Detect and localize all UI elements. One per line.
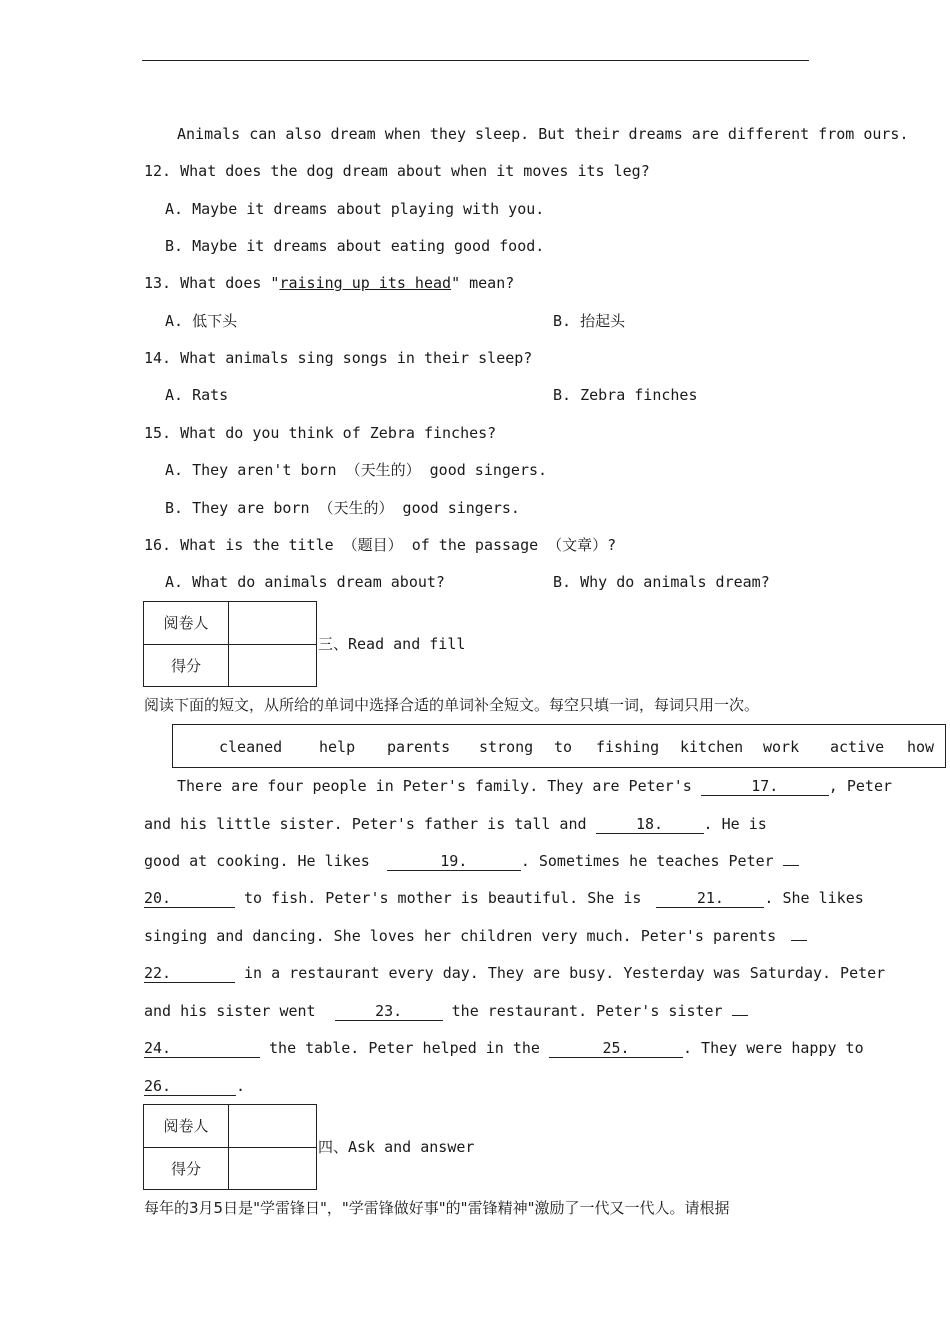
section-4-instruction: 每年的3月5日是"学雷锋日"，"学雷锋做好事"的"雷锋精神"激励了一代又一代人。请根据 (144, 1199, 730, 1217)
passage-line-9 (144, 1076, 245, 1096)
option-13a: A. 低下头 (165, 312, 238, 330)
option-12a: A. Maybe it dreams about playing with you. (165, 200, 545, 218)
option-14a: A. Rats (165, 386, 229, 404)
score-table-4 (143, 1104, 317, 1190)
blank-25[interactable]: 25. (549, 1039, 683, 1058)
option-16a: A. What do animals dream about? (165, 573, 445, 591)
blank-22-lead (791, 940, 807, 941)
word-bank (172, 724, 946, 768)
question-13-suffix: " mean? (451, 274, 515, 292)
section-3-instruction: 阅读下面的短文，从所给的单词中选择合适的单词补全短文。每空只填一词，每词只用一次。 (144, 696, 760, 714)
passage-line-7 (144, 1001, 748, 1021)
passage-text: in a restaurant every day. They are busy. Yesterday was Saturday. Peter (244, 964, 886, 982)
blank-19[interactable]: 19. (387, 852, 521, 871)
option-12b: B. Maybe it dreams about eating good food. (165, 237, 545, 255)
passage-text: , Peter (828, 777, 893, 795)
intro-line: Animals can also dream when they sleep. But their dreams are different from ours. (177, 125, 909, 143)
reviewer-label: 阅卷人 (144, 1105, 229, 1147)
word-bank-item: cleaned (219, 738, 283, 756)
word-bank-item: how (907, 738, 935, 756)
score-label: 得分 (144, 1148, 229, 1190)
passage-text: and his sister went (144, 1002, 316, 1020)
passage-text: the table. Peter helped in the (269, 1039, 540, 1057)
passage-text: . (236, 1077, 246, 1095)
passage-text: to fish. Peter's mother is beautiful. She is (244, 889, 642, 907)
blank-20-lead (783, 865, 799, 866)
blank-21[interactable]: 21. (656, 889, 764, 908)
option-13b: B. 抬起头 (553, 312, 626, 330)
blank-18[interactable]: 18. (596, 815, 704, 834)
word-bank-item: to (554, 738, 573, 756)
passage-line-4 (144, 888, 864, 908)
word-bank-item: kitchen (680, 738, 744, 756)
question-12: 12. What does the dog dream about when it moves its leg? (144, 162, 650, 180)
passage-text: good at cooking. He likes (144, 852, 370, 870)
option-15b: B. They are born （天生的） good singers. (165, 499, 520, 517)
option-14b: B. Zebra finches (553, 386, 698, 404)
passage-line-1 (177, 776, 892, 796)
passage-text: . Sometimes he teaches Peter (520, 852, 774, 870)
word-bank-item: parents (387, 738, 451, 756)
word-bank-item: help (319, 738, 356, 756)
passage-line-6 (144, 963, 885, 983)
passage-line-2 (144, 814, 767, 834)
passage-text: There are four people in Peter's family. They are Peter's (177, 777, 692, 795)
blank-24-lead (732, 1015, 748, 1016)
passage-line-8 (144, 1038, 864, 1058)
question-13 (144, 273, 514, 293)
word-bank-item: work (763, 738, 800, 756)
blank-17[interactable]: 17. (701, 777, 829, 796)
word-bank-item: strong (479, 738, 534, 756)
section-3-title: 三、Read and fill (318, 635, 466, 653)
reviewer-label: 阅卷人 (144, 602, 229, 644)
blank-23[interactable]: 23. (335, 1002, 443, 1021)
question-13-prefix: 13. What does " (144, 274, 280, 292)
passage-text: . They were happy to (683, 1039, 864, 1057)
passage-line-3 (144, 851, 799, 871)
word-bank-item: fishing (596, 738, 660, 756)
passage-line-5 (144, 926, 807, 946)
blank-24[interactable]: 24. (144, 1039, 260, 1058)
blank-22[interactable]: 22. (144, 964, 235, 983)
passage-text: and his little sister. Peter's father is tall and (144, 815, 587, 833)
passage-text: the restaurant. Peter's sister (451, 1002, 723, 1020)
blank-26[interactable]: 26. (144, 1077, 236, 1096)
question-13-underlined: raising up its head (279, 274, 452, 292)
header-rule (142, 60, 809, 61)
score-label: 得分 (144, 645, 229, 687)
option-16b: B. Why do animals dream? (553, 573, 770, 591)
option-15a: A. They aren't born （天生的） good singers. (165, 461, 548, 479)
passage-text: . He is (703, 815, 767, 833)
score-table-3 (143, 601, 317, 687)
word-bank-item: active (830, 738, 885, 756)
question-15: 15. What do you think of Zebra finches? (144, 424, 497, 442)
passage-text: singing and dancing. She loves her children very much. Peter's parents (144, 927, 777, 945)
question-14: 14. What animals sing songs in their sleep? (144, 349, 533, 367)
blank-20[interactable]: 20. (144, 889, 235, 908)
section-4-title: 四、Ask and answer (318, 1138, 475, 1156)
question-16: 16. What is the title （题目） of the passage （文章）? (144, 536, 617, 554)
passage-text: . She likes (764, 889, 864, 907)
